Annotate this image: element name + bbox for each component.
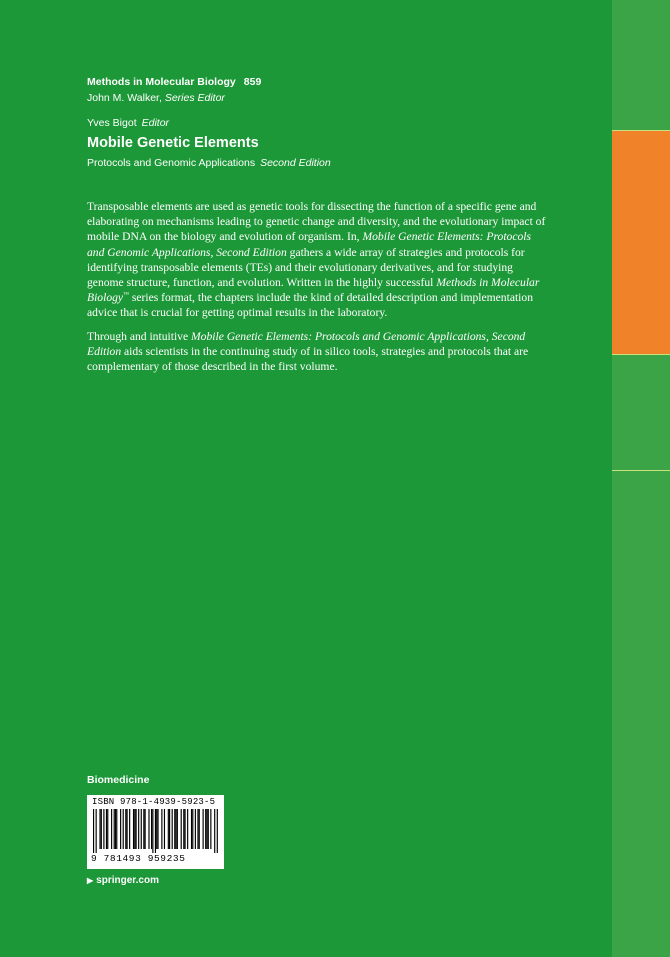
barcode-bar <box>164 809 165 849</box>
barcode-bar <box>168 809 169 849</box>
italic-book-title: Mobile Genetic Elements: Protocols and Genomic Applications, Second Edition <box>87 329 526 358</box>
barcode-bar <box>120 809 121 849</box>
barcode-bar <box>169 809 170 849</box>
barcode-bar <box>106 809 107 849</box>
barcode-bar <box>217 809 218 853</box>
series-title <box>87 75 261 89</box>
barcode-bar <box>174 809 175 849</box>
editor-role: Editor <box>141 117 170 129</box>
spine-accent-band <box>612 130 670 354</box>
editor-name: Yves Bigot <box>87 117 137 129</box>
barcode-bar <box>111 809 112 849</box>
barcode-bar <box>133 809 134 849</box>
barcode-bar <box>192 809 193 849</box>
description-paragraph <box>87 329 547 375</box>
barcode-bar <box>116 809 117 849</box>
barcode-bar <box>161 809 162 849</box>
book-subtitle <box>87 156 331 170</box>
barcode-bar <box>134 809 135 849</box>
italic-series-name: Methods in Molecular Biology <box>87 276 540 305</box>
barcode-bar <box>138 809 139 849</box>
barcode-bar <box>129 809 130 849</box>
volume-editor <box>87 116 169 130</box>
spine-divider <box>612 470 670 471</box>
barcode-bar <box>115 809 116 849</box>
barcode-bar <box>156 809 157 849</box>
series-number: 859 <box>243 76 262 88</box>
series-editor <box>87 91 225 105</box>
barcode-bar <box>103 809 104 849</box>
barcode-bar <box>195 809 196 849</box>
text-run: Through and intuitive <box>87 329 192 343</box>
barcode-bar <box>145 809 146 849</box>
series-editor-role: Series Editor <box>164 92 225 104</box>
edition-text: Second Edition <box>260 157 331 169</box>
arrow-right-icon: ▶ <box>87 876 94 885</box>
text-run: Transposable elements are used as genetic tools for dissecting the function of a specific gene and elaborating on mechanisms leading to genetic change and diversity, and the evolutionary impact of mobile DNA on the biology and evolution of organism. In, <box>87 200 546 244</box>
book-description <box>87 199 547 382</box>
book-title: Mobile Genetic Elements <box>87 135 259 151</box>
barcode-bar <box>151 809 152 849</box>
barcode-bar <box>205 809 206 849</box>
barcode-bar <box>197 809 198 849</box>
series-editor-name: John M. Walker, <box>87 92 165 104</box>
barcode-bar <box>152 809 153 853</box>
trademark-symbol: ™ <box>123 292 129 299</box>
series-name: Methods in Molecular Biology <box>87 76 236 88</box>
barcode-bar <box>136 809 137 849</box>
barcode-bar <box>206 809 207 849</box>
barcode-bar <box>143 809 144 849</box>
barcode-bar <box>177 809 178 849</box>
text-run: series format, the chapters include the kind of detailed description and implementation advice that is crucial for getting optimal results in the laboratory. <box>87 291 533 320</box>
barcode-bar <box>203 809 204 849</box>
barcode-bar <box>155 809 156 853</box>
barcode-bar <box>125 809 126 849</box>
barcode-bar <box>181 809 182 849</box>
barcode-bar <box>214 809 215 853</box>
description-paragraph <box>87 199 547 321</box>
isbn-label: ISBN 978-1-4939-5923-5 <box>92 797 216 807</box>
barcode-bar <box>93 809 94 853</box>
barcode-bar <box>208 809 209 849</box>
barcode-bar <box>210 809 211 849</box>
barcode-bar <box>99 809 100 849</box>
barcode-bar <box>183 809 184 849</box>
spine-divider <box>612 130 670 131</box>
barcode-bar <box>157 809 158 849</box>
barcode-bar <box>123 809 124 849</box>
barcode-bar <box>187 809 188 849</box>
text-run: aids scientists in the continuing study of in silico tools, strategies and protocols that are complementary of those described in the first volume. <box>87 344 529 374</box>
barcode-bar <box>184 809 185 849</box>
barcode-bar <box>175 809 176 849</box>
spine-divider <box>612 354 670 355</box>
subtitle-text: Protocols and Genomic Applications <box>87 157 256 169</box>
text-run: gathers a wide array of strategies and protocols for identifying transposable elements (TEs) and their evolutionary derivatives, and for studying genome structure, function, and evolution. Written in the highly successful <box>87 245 525 290</box>
italic-book-title: Mobile Genetic Elements: Protocols and Genomic Applications, Second Edition <box>87 230 532 259</box>
barcode-bar <box>114 809 115 849</box>
website-label: springer.com <box>96 875 159 886</box>
barcode-bar <box>127 809 128 849</box>
publisher-website[interactable] <box>87 874 159 888</box>
barcode-bar <box>172 809 173 849</box>
barcode-digits: 9 781493 959235 <box>91 853 186 864</box>
isbn-barcode <box>87 795 224 869</box>
barcode-bar <box>141 809 142 849</box>
barcode-bars <box>93 809 218 853</box>
subject-category: Biomedicine <box>87 774 150 786</box>
barcode-bar <box>101 809 102 849</box>
barcode-bar <box>191 809 192 849</box>
barcode-bar <box>148 809 149 849</box>
barcode-bar <box>199 809 200 849</box>
barcode-bar <box>96 809 97 853</box>
barcode-bar <box>107 809 108 849</box>
